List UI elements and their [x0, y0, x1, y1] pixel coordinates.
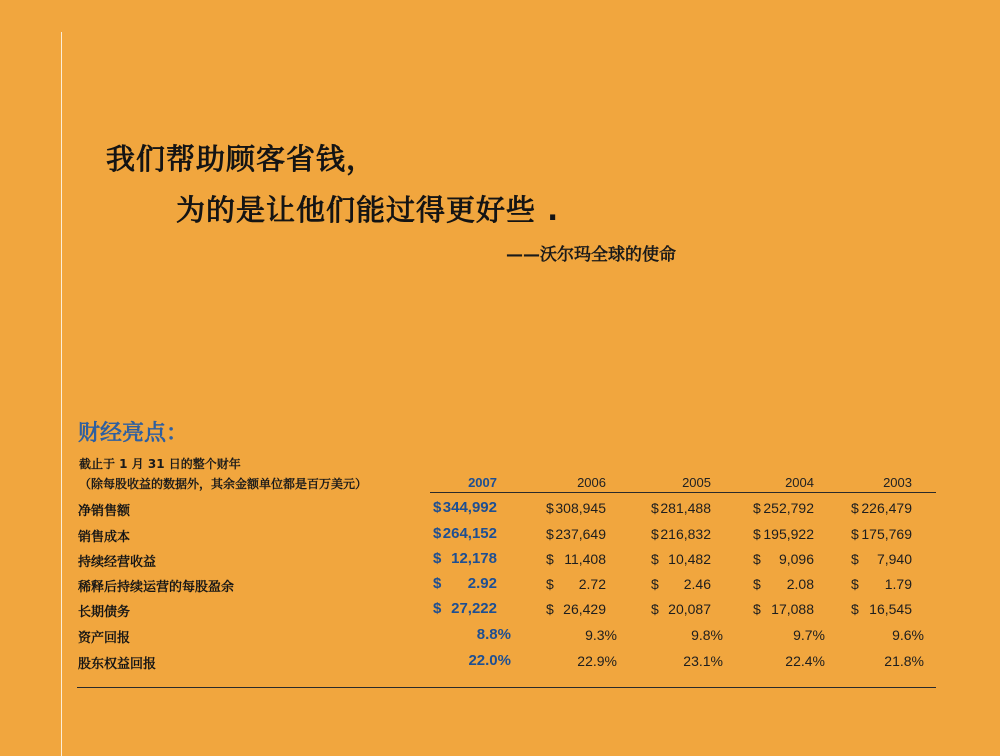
quote-attribution: ——沃尔玛全球的使命 — [506, 245, 676, 265]
value-cell: $ 216,832 — [651, 526, 711, 542]
value-cell: $ 2.46 — [651, 576, 711, 592]
value-cell: 22.4% — [785, 653, 825, 669]
table-row — [0, 523, 1000, 545]
value-cell: $ 281,488 — [651, 500, 711, 516]
row-label: 稀释后持续运营的每股盈余 — [78, 580, 235, 595]
value-cell: $ 308,945 — [546, 500, 606, 516]
table-row — [0, 624, 1000, 646]
row-label: 资产回报 — [78, 631, 131, 646]
row-label: 销售成本 — [78, 530, 131, 545]
row-label: 长期债务 — [78, 605, 131, 620]
value-cell: $ 12,178 — [433, 550, 497, 567]
value-cell: $ 2.92 — [433, 575, 497, 592]
year-header-2005: 2005 — [682, 475, 711, 490]
value-cell: $ 10,482 — [651, 551, 711, 567]
value-cell: $ 237,649 — [546, 526, 606, 542]
value-cell: 8.8% — [476, 626, 511, 643]
table-row — [0, 598, 1000, 620]
table-row — [0, 497, 1000, 519]
value-cell: $ 26,429 — [546, 601, 606, 617]
value-cell: 9.7% — [793, 627, 825, 643]
year-header-2006: 2006 — [577, 475, 606, 490]
value-cell: $ 17,088 — [753, 601, 814, 617]
value-cell: 22.0% — [468, 652, 511, 669]
left-margin-rule — [61, 32, 62, 756]
value-cell: $ 1.79 — [851, 576, 912, 592]
table-row — [0, 573, 1000, 595]
mission-quote-line-1: 我们帮助顾客省钱， — [106, 142, 377, 176]
value-cell: 21.8% — [884, 653, 924, 669]
value-cell: $ 344,992 — [433, 499, 497, 516]
value-cell: 22.9% — [577, 653, 617, 669]
table-row — [0, 650, 1000, 672]
value-cell: $ 11,408 — [546, 551, 606, 567]
mission-quote-line-2: 为的是让他们能过得更好些 . — [176, 193, 560, 227]
year-header-2004: 2004 — [785, 475, 814, 490]
table-bottom-rule — [77, 687, 936, 688]
value-cell: $ 16,545 — [851, 601, 912, 617]
value-cell: 9.6% — [892, 627, 924, 643]
fiscal-year-note: 截止于 1 月 31 日的整个财年 — [79, 457, 241, 471]
row-label: 净销售额 — [78, 504, 131, 519]
value-cell: 9.3% — [585, 627, 617, 643]
value-cell: $ 226,479 — [851, 500, 912, 516]
value-cell: $ 7,940 — [851, 551, 912, 567]
value-cell: $ 175,769 — [851, 526, 912, 542]
year-header-2003: 2003 — [883, 475, 912, 490]
table-header-rule — [430, 492, 936, 493]
value-cell: 9.8% — [691, 627, 723, 643]
year-header-2007: 2007 — [468, 475, 497, 490]
units-note: （除每股收益的数据外，其余金额单位都是百万美元） — [79, 477, 368, 491]
row-label: 持续经营收益 — [78, 555, 157, 570]
value-cell: $ 9,096 — [753, 551, 814, 567]
value-cell: 23.1% — [683, 653, 723, 669]
value-cell: $ 2.08 — [753, 576, 814, 592]
value-cell: $ 2.72 — [546, 576, 606, 592]
value-cell: $ 27,222 — [433, 600, 497, 617]
value-cell: $ 264,152 — [433, 525, 497, 542]
value-cell: $ 252,792 — [753, 500, 814, 516]
row-label: 股东权益回报 — [78, 657, 157, 672]
section-title: 财经亮点： — [78, 421, 189, 446]
value-cell: $ 195,922 — [753, 526, 814, 542]
value-cell: $ 20,087 — [651, 601, 711, 617]
table-row — [0, 548, 1000, 570]
